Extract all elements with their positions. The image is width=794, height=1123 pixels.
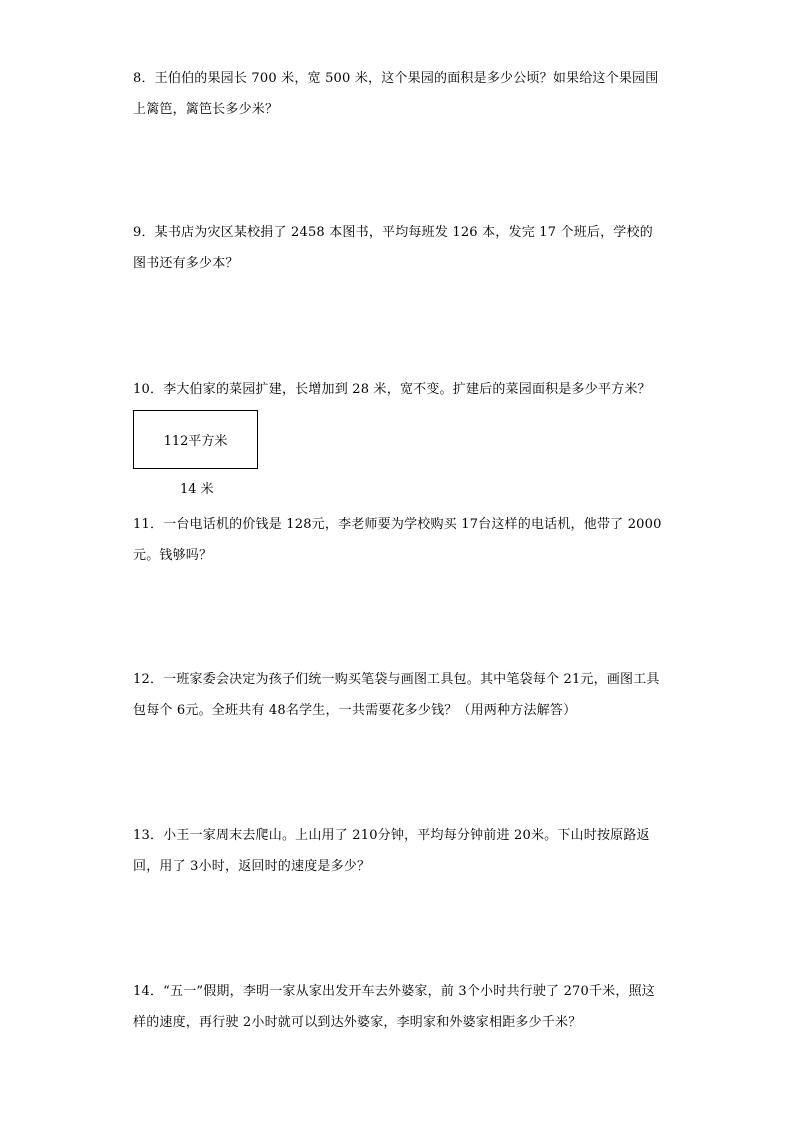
garden-width-label: 14 米: [180, 482, 214, 497]
question-11: 11．一台电话机的价钱是 128元，李老师要为学校购买 17台这样的电话机，他带了 2000元。钱够吗？: [133, 517, 662, 563]
question-8: 8．王伯伯的果园长 700 米，宽 500 米，这个果园的面积是多少公顷？如果给这个果园围上篱笆，篱笆长多少米？: [133, 71, 659, 117]
question-12: 12．一班家委会决定为孩子们统一购买笔袋与画图工具包。其中笔袋每个 21元，画图工具包每个 6元。全班共有 48名学生，一共需要花多少钱？（用两种方法解答）: [133, 672, 660, 718]
question-10: 10．李大伯家的菜园扩建，长增加到 28 米，宽不变。扩建后的菜园面积是多少平方米？: [133, 382, 651, 397]
question-13: 13．小王一家周末去爬山。上山用了 210分钟，平均每分钟前进 20米。下山时按原路返回，用了 3小时，返回时的速度是多少？: [133, 828, 650, 874]
garden-rectangle-figure: [133, 410, 258, 469]
question-14: 14．“五一”假期，李明一家从家出发开车去外婆家，前 3个小时共行驶了 270千米，照这样的速度，再行驶 2小时就可以到达外婆家，李明家和外婆家相距多少千米？: [133, 984, 655, 1030]
question-9: 9．某书店为灾区某校捐了 2458 本图书，平均每班发 126 本，发完 17 个班后，学校的图书还有多少本？: [133, 225, 653, 271]
garden-area-label: 112平方米: [163, 434, 228, 449]
